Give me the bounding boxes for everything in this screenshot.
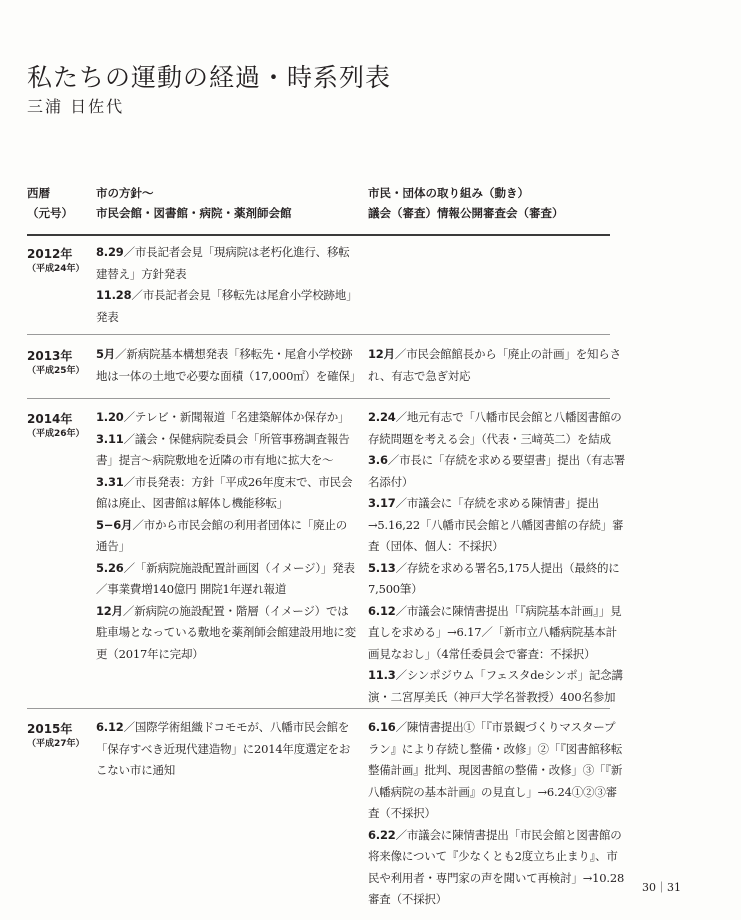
row-divider <box>27 708 610 709</box>
row-divider <box>27 334 610 335</box>
city-policy-cell <box>96 242 358 328</box>
timeline-entry: 1.20／テレビ・新聞報道「名建築解体か保存か」 <box>96 410 350 424</box>
citizens-cell <box>368 407 626 708</box>
timeline-entry: 5月／新病院基本構想発表「移転先・尾倉小学校跡地は一体の土地で必要な面積（17,000㎡）を確保」 <box>96 347 362 383</box>
citizens-cell <box>368 344 626 387</box>
header-citizens-line1: 市民・団体の取り組み（動き） <box>368 186 529 200</box>
timeline-entry: 2.24／地元有志で「八幡市民会館と八幡図書館の存続問題を考える会」（代表・三﨑英二）を結成 <box>368 410 622 446</box>
year-cell <box>27 412 85 441</box>
header-citizens <box>368 183 564 223</box>
timeline-entry: 6.12／市議会に陳情書提出「『病院基本計画』」見直しを求める」→6.17／「新市立八幡病院基本計画見なおし」（4常任委員会で審査：不採択） <box>368 603 622 661</box>
timeline-entry: 5−6月／市から市民会館の利用者団体に「廃止の通告」 <box>96 517 348 553</box>
header-year <box>27 183 73 223</box>
header-year-label: 西暦 <box>27 186 50 200</box>
year-label: 2015年 <box>27 722 73 736</box>
row-divider <box>27 398 610 399</box>
timeline-entry: 5.13／存続を求める署名5,175人提出（最終的に7,500筆） <box>368 560 620 596</box>
header-era-label: （元号） <box>27 206 73 220</box>
timeline-entry: 3.11／議会・保健病院委員会「所管事務調査報告書」提言〜病院敷地を近隣の市有地に拡大を〜 <box>96 431 350 467</box>
year-cell <box>27 722 85 751</box>
timeline-entry: 8.29／市長記者会見「現病院は老朽化進行、移転建替え」方針発表 <box>96 245 350 281</box>
timeline-entry: 6.12／国際学術組織ドコモモが、八幡市民会館を「保存すべき近現代建造物」に2014年度選定をおこない市に通知 <box>96 720 351 777</box>
city-policy-cell <box>96 407 358 665</box>
page-number: 30｜31 <box>642 881 681 894</box>
timeline-entry: 11.3／シンポジウム「フェスタdeシンポ」記念講演・二宮厚美氏（神戸大学名誉教授）400名参加 <box>368 668 623 704</box>
header-citizens-line2: 議会（審査）情報公開審査会（審査） <box>368 206 564 220</box>
era-label: （平成26年） <box>27 429 85 439</box>
timeline-entry: 6.16／陳情書提出①「『市景観づくりマスタープラン』により存続し整備・改修」②「『図書館移転整備計画』批判、現図書館の整備・改修」③「『新八幡病院の基本計画』の見直し」→6.24①②③審査（不採択） <box>368 720 623 820</box>
city-policy-cell <box>96 344 362 387</box>
era-label: （平成24年） <box>27 264 85 274</box>
author-name: 三浦 日佐代 <box>27 97 125 116</box>
header-city-line1: 市の方針〜 <box>96 186 154 200</box>
year-label: 2012年 <box>27 247 73 261</box>
era-label: （平成25年） <box>27 366 85 376</box>
year-cell <box>27 247 85 276</box>
timeline-entry: 12月／新病院の施設配置・階層（イメージ）では駐車場となっている敷地を薬剤師会館建設用地に変更（2017年に完却） <box>96 603 356 661</box>
timeline-entry: 3.6／市長に「存続を求める要望書」提出（有志署名添付） <box>368 453 626 489</box>
page-title: 私たちの運動の経過・時系列表 <box>27 63 392 92</box>
citizens-cell <box>368 717 626 911</box>
header-divider <box>27 234 610 236</box>
year-cell <box>27 349 85 378</box>
timeline-entry: 6.22／市議会に陳情書提出「市民会館と図書館の将来像について『少なくとも2度立ち止まり』、市民や利用者・専門家の声を聞いて再検討」→10.28審査（不採択） <box>368 827 625 906</box>
year-label: 2013年 <box>27 349 73 363</box>
era-label: （平成27年） <box>27 739 85 749</box>
timeline-entry: 11.28／市長記者会見「移転先は尾倉小学校跡地」発表 <box>96 288 358 324</box>
timeline-entry: 12月／市民会館館長から「廃止の計画」を知らされ、有志で急ぎ対応 <box>368 347 621 383</box>
city-policy-cell <box>96 717 358 782</box>
header-city-policy <box>96 183 292 223</box>
timeline-entry: 5.26／「新病院施設配置計画図（イメージ）」発表／事業費増140億円 開院1年遅れ報道 <box>96 560 355 596</box>
timeline-entry: 3.31／市長発表：方針「平成26年度末で、市民会館は廃止、図書館は解体し機能移転」 <box>96 474 353 510</box>
timeline-entry: 3.17／市議会に「存続を求める陳情書」提出→5.16,22「八幡市民会館と八幡図書館の存続」審査（団体、個人：不採択） <box>368 496 624 553</box>
header-city-line2: 市民会館・図書館・病院・薬剤師会館 <box>96 206 292 220</box>
year-label: 2014年 <box>27 412 73 426</box>
